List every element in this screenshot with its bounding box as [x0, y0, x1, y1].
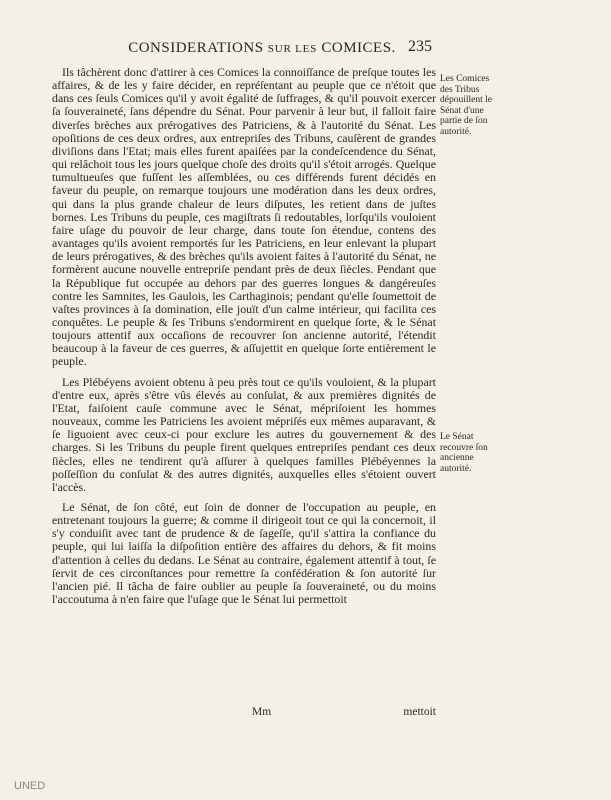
paragraph-2: Les Plébéyens avoient obtenu à peu près tout ce qu'ils vouloient, & la plupart d'entre eux, après s'être vûs élevés au conſulat, & aux premières dignités de l'Etat, faiſoient cauſe commune avec le Sénat, mépriſoient les hommes nouveaux, comme les Patriciens les avoient mépriſés eux mêmes auparavant, & ſe liguoient avec ceux-ci pour exclure les autres du gouvernement & des charges. Si les Tribuns du peuple firent quelques entrepriſes pendant ces deux ſiècles, elles ne tendirent qu'à aſſurer à quelques familles Plébéyennes la poſſeſſion du conſulat & des autres dignités, auxquelles elles s'étoient ouvert l'accès. — [52, 374, 436, 494]
header-title-small: SUR LES — [267, 43, 318, 55]
running-header — [92, 40, 432, 57]
catchword: mettoit — [403, 706, 436, 718]
margin-note-1: Les Comices des Tribus dépouillent le Sénat d'une partie de ſon autorité. — [440, 74, 492, 137]
paragraph-1: Ils tâchèrent donc d'attirer à ces Comices la connoiſſance de preſque toutes les affaires, & de les y faire décider, en repréſentant au peuple que ce n'étoit que dans ces ſeuls Comices qu'il y avoit égalité de ſuffrages, & qu'il pouvoit exercer ſa ſouveraineté, ſans dépendre du Sénat. Pour parvenir à leur but, il falloit faire diverſes brèches aux prérogatives des Patriciens, & à l'autorité du Sénat. Les opoſitions de ces deux ordres, aux entrepriſes des Tribuns, cauſèrent de grandes diviſions dans l'Etat; mais elles furent apaiſées par la condeſcendence du Sénat, qui relâchoit tous les jours quelque choſe des droits qu'il s'étoit arrogés. Quelque tumultueuſes que fuſſent les aſſemblées, ou ces différends furent décidés en faveur du peuple, on remarque toujours une modération dans les deux ordres, qui dans la plus grande chaleur de leurs diſputes, les retient dans de juſtes bornes. Les Tribuns du peuple, ces magiſtrats ſi redoutables, lorſqu'ils vouloient faire uſage du pouvoir de leur charge, dans toute ſon étendue, contens des avantages qu'ils avoient remportés ſur les Patriciens, en leur enlevant la plupart de leurs prérogatives, & des brèches qu'ils avoient faites à l'autorité du Sénat, ne formèrent aucune nouvelle entrepriſe pendant près de deux ſiècles. Pendant que la République fut occupée au dehors par des guerres longues & dangéreuſes contre les Samnites, les Gaulois, les Carthaginois; pendant qu'elle ſoumettoit de vaſtes provinces à ſa domination, elle jouït d'un calme intérieur, qui facilita ces conquêtes. Le peuple & ſes Tribuns s'endormirent en quelque ſorte, & le Sénat toujours attentif aux occaſions de recouvrer ſon ancienne autorité, l'étendit beaucoup à la faveur de ces guerres, & aſſujettit en quelque ſorte entièrement le peuple. — [52, 65, 436, 369]
page-number: 235 — [408, 38, 432, 55]
body-text — [52, 66, 436, 613]
signature-mark: Mm — [252, 706, 272, 718]
margin-note-2: Le Sénat recouvre ſon ancienne autorité. — [440, 432, 488, 474]
header-title-end: COMICES. — [321, 40, 396, 56]
paragraph-3: Le Sénat, de ſon côté, eut ſoin de donner de l'occupation au peuple, en entretenant toujours la guerre; & comme il dirigeoit tout ce qui la concernoit, il s'y conduiſit avec tant de prudence & de ſageſſe, qu'il s'attira la confiance du peuple, qui lui laiſſa la diſpoſition entière des affaires du dehors, & fit moins d'attention à celles du dedans. Le Sénat au contraire, également attentif à tout, ſe ſervit de ces circonſtances pour remettre ſa confédération & ſon autorité ſur l'ancien pié. Il tâcha de faire oublier au peuple ſa ſouveraineté, ou du moins l'accoutuma à n'en faire que l'uſage que le Sénat lui permettoit — [52, 500, 436, 607]
page-footer — [52, 706, 436, 720]
header-title-main: CONSIDERATIONS — [128, 40, 264, 56]
library-watermark: UNED — [14, 780, 46, 792]
